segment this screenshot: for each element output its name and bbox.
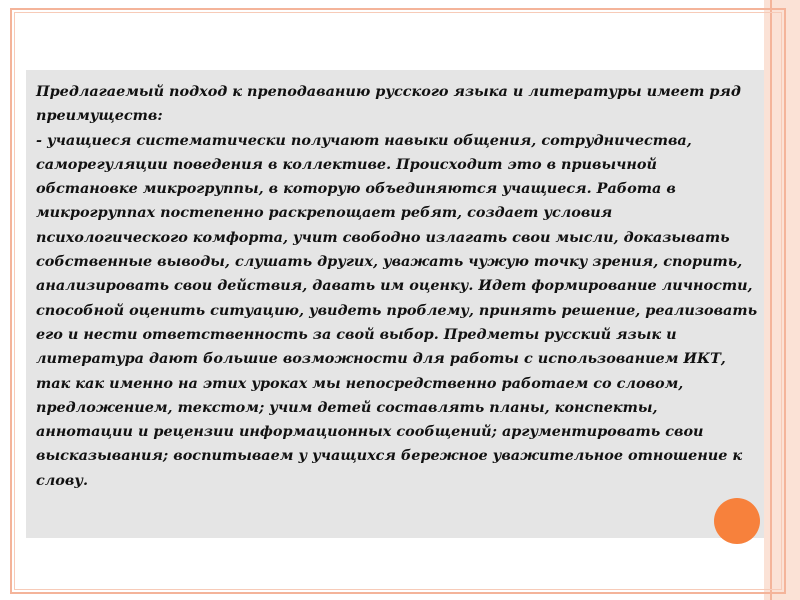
slide-body-text	[36, 80, 763, 493]
main-paragraph: - учащиеся систематически получают навыки общения, сотрудничества, саморегуляции поведения в коллективе. Происходит это в привычной обстановке микрогруппы, в которую объединяются учащиеся. Работа в микрогруппах постепенно раскрепощает ребят, создает условия психологического комфорта, учит свободно излагать свои мысли, доказывать собственные выводы, слушать других, уважать чужую точку зрения, спорить, анализировать свои действия, давать им оценку. Идет формирование личности, способной оценить ситуацию, увидеть проблему, принять решение, реализовать его и нести ответственность за свой выбор. Предметы русский язык и литература дают большие возможности для работы с использованием ИКТ, так как именно на этих уроках мы непосредственно работаем со словом, предложением, текстом; учим детей составлять планы, конспекты, аннотации и рецензии информационных сообщений; аргументировать свои высказывания; воспитываем у учащихся бережное уважительное отношение к слову.	[36, 131, 763, 489]
intro-paragraph: Предлагаемый подход к преподаванию русского языка и литературы имеет ряд преимуществ:	[36, 83, 746, 125]
decorative-orange-circle	[714, 498, 760, 544]
